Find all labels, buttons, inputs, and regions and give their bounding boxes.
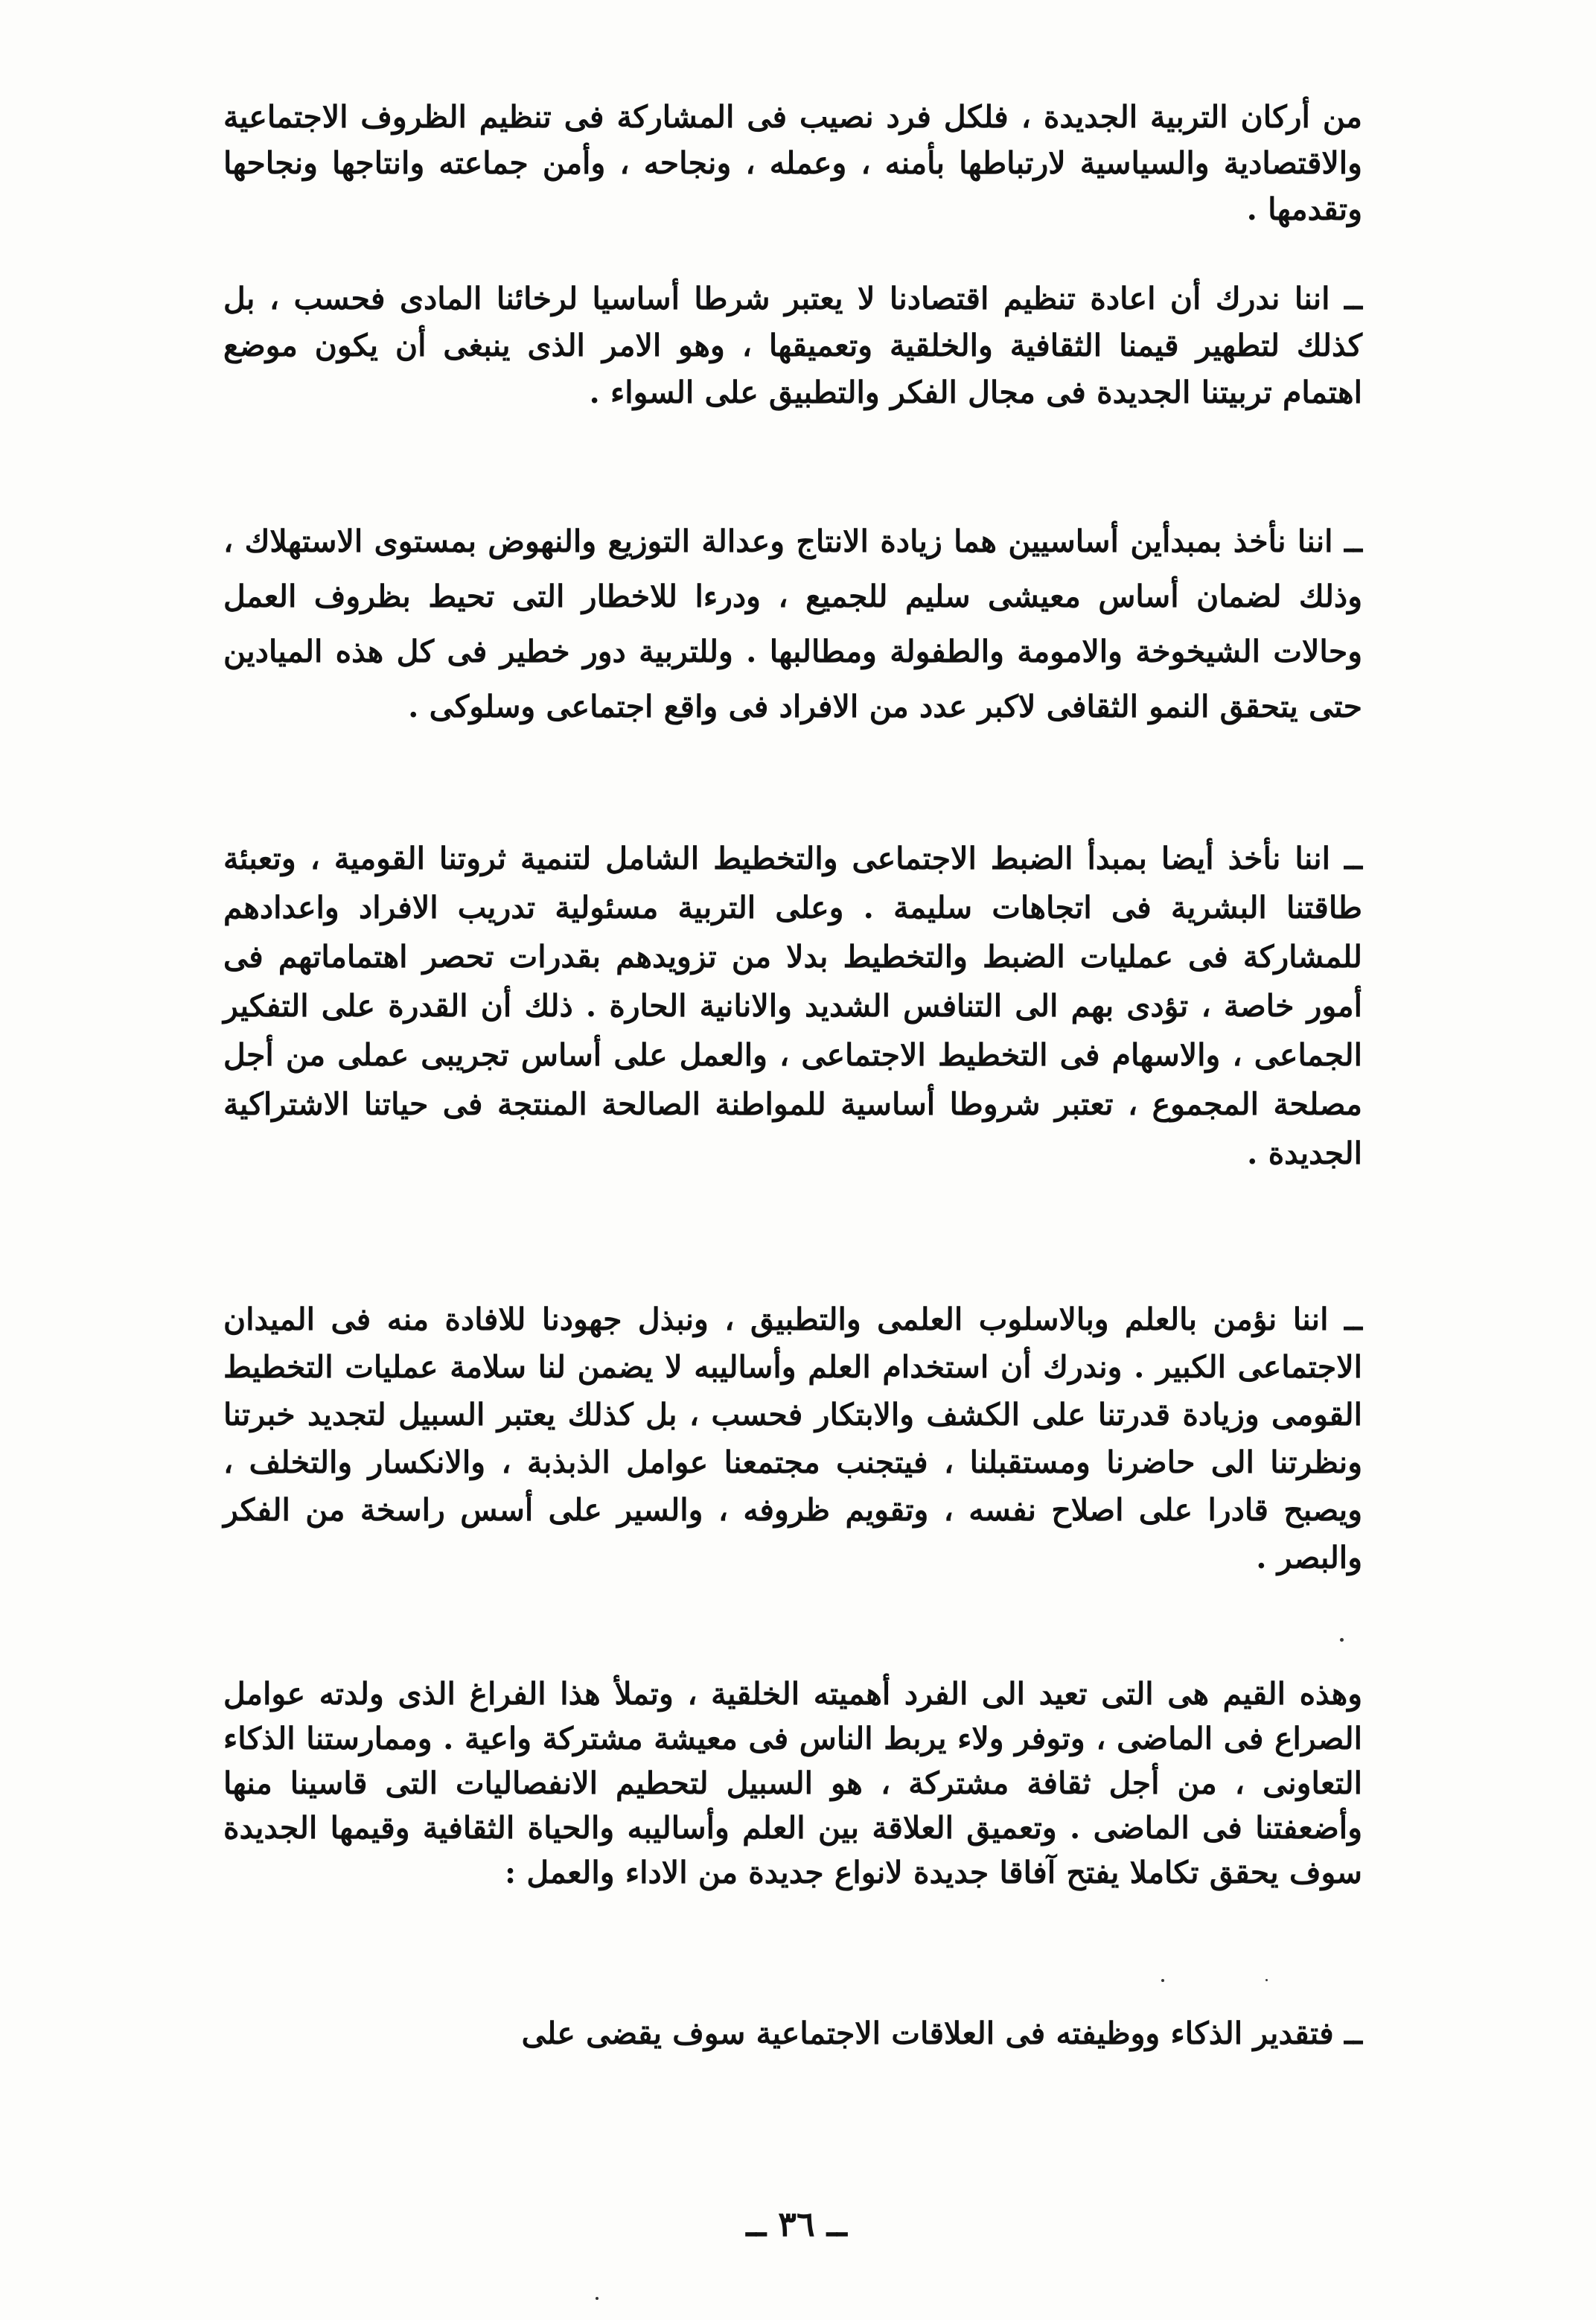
scan-speck [1161,1979,1164,1982]
scan-speck [1340,1638,1344,1642]
paragraph-3: ــ اننا نأخذ بمبدأين أساسيين هما زيادة الانتاج وعدالة التوزيع والنهوض بمستوى الاستهلاك ، وذلك لضمان أساس معيشى سليم للجميع ، ودرءا للاخطار التى تحيط بظروف العمل وحالات الشيخوخة والامومة والطفولة ومطالبها . وللتربية دور خطير فى كل هذه الميادين حتى يتحقق النمو الثقافى لاكبر عدد من الافراد فى واقع اجتماعى وسلوكى . [223,523,1362,724]
scan-speck [1265,1979,1268,1981]
paragraph-1: من أركان التربية الجديدة ، فلكل فرد نصيب فى المشاركة فى تنظيم الظروف الاجتماعية والاقتصادية والسياسية لارتباطها بأمنه ، وعمله ، ونجاحه ، وأمن جماعته وانتاجها ونجاحها وتقدمها . [223,99,1362,227]
paragraph-2: ــ اننا ندرك أن اعادة تنظيم اقتصادنا لا يعتبر شرطا أساسيا لرخائنا المادى فحسب ، بل كذلك لتطهير قيمنا الثقافية والخلقية وتعميقها ، وهو الامر الذى ينبغى أن يكون موضع اهتمام تربيتنا الجديدة فى مجال الفكر والتطبيق على السواء . [223,281,1362,410]
paragraph-4: ــ اننا نأخذ أيضا بمبدأ الضبط الاجتماعى والتخطيط الشامل لتنمية ثروتنا القومية ، وتعبئة طاقتنا البشرية فى اتجاهات سليمة . وعلى التربية مسئولية تدريب الافراد واعدادهم للمشاركة فى عمليات الضبط والتخطيط بدلا من تزويدهم بقدرات تحصر اهتماماتهم فى أمور خاصة ، تؤدى بهم الى التنافس الشديد والانانية الحارة . ذلك أن القدرة على التفكير الجماعى ، والاسهام فى التخطيط الاجتماعى ، والعمل على أساس تجريبى عملى من أجل مصلحة المجموع ، تعتبر شروطا أساسية للمواطنة الصالحة المنتجة فى حياتنا الاشتراكية الجديدة . [223,841,1362,1171]
paragraph-7: ــ فتقدير الذكاء ووظيفته فى العلاقات الاجتماعية سوف يقضى على [521,2015,1362,2051]
scan-speck [596,2297,598,2300]
paragraph-6: وهذه القيم هى التى تعيد الى الفرد أهميته الخلقية ، وتملأ هذا الفراغ الذى ولدته عوامل الصراع فى الماضى ، وتوفر ولاء يربط الناس فى معيشة مشتركة واعية . وممارستنا الذكاء التعاونى ، من أجل ثقافة مشتركة ، هو السبيل لتحطيم الانفصاليات التى قاسينا منها وأضعفتنا فى الماضى . وتعميق العلاقة بين العلم وأساليبه والحياة الثقافية وقيمها الجديدة سوف يحقق تكاملا يفتح آفاقا جديدة لانواع جديدة من الاداء والعمل : [223,1676,1362,1890]
page-number: ــ ٣٦ ــ [746,2204,847,2244]
paragraph-5: ــ اننا نؤمن بالعلم وبالاسلوب العلمى والتطبيق ، ونبذل جهودنا للافادة منه فى الميدان الاجتماعى الكبير . وندرك أن استخدام العلم وأساليبه لا يضمن لنا سلامة عمليات التخطيط القومى وزيادة قدرتنا على الكشف والابتكار فحسب ، بل كذلك يعتبر السبيل لتجديد خبرتنا ونظرتنا الى حاضرنا ومستقبلنا ، فيتجنب مجتمعنا عوامل الذبذبة ، والانكسار والتخلف ، ويصبح قادرا على اصلاح نفسه ، وتقويم ظروفه ، والسير على أسس راسخة من الفكر والبصر . [223,1301,1362,1575]
